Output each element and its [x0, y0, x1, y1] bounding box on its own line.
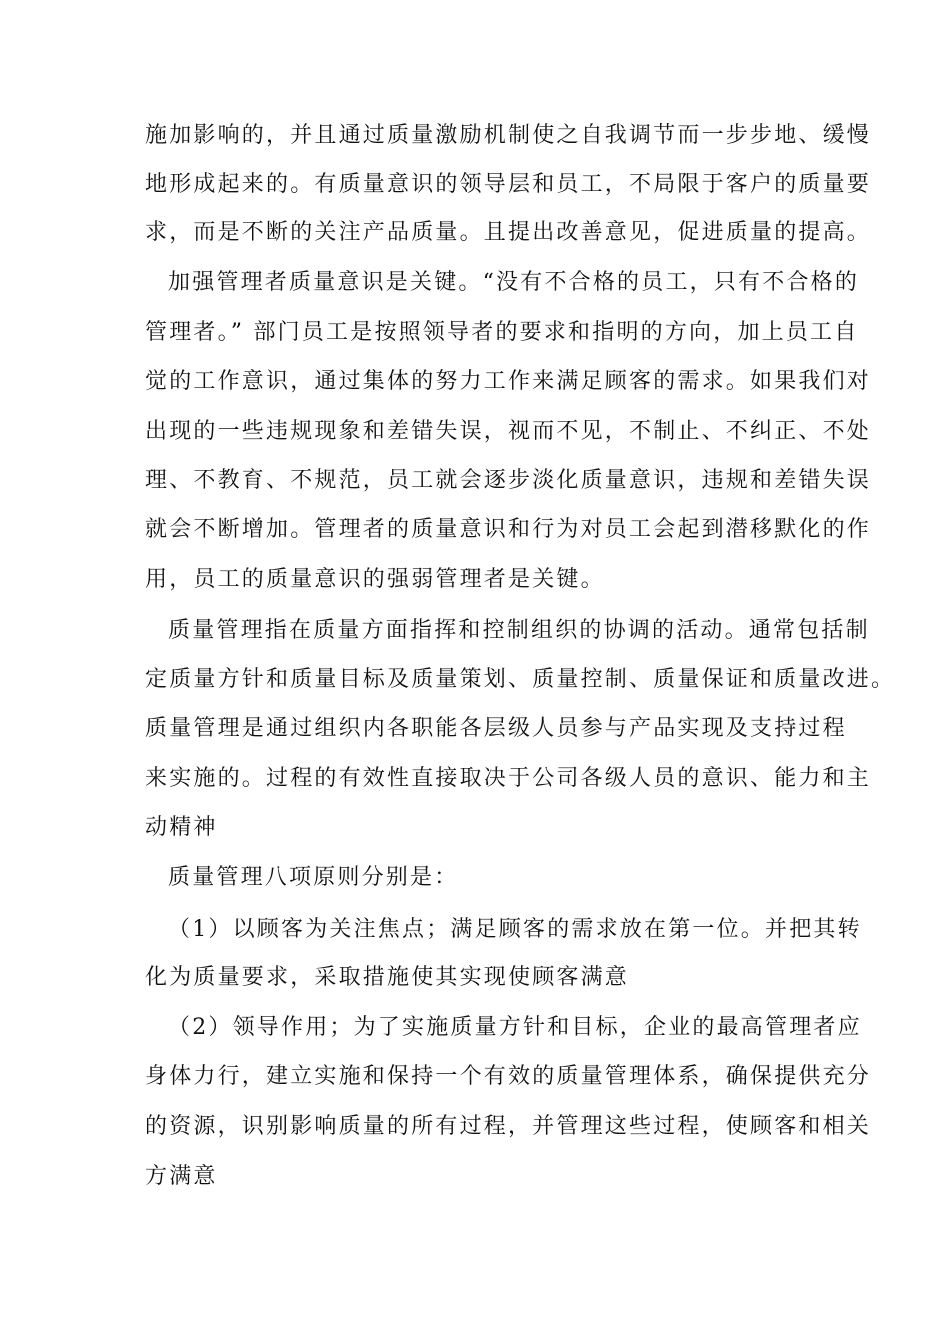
paragraph-2-line-1: 加强管理者质量意识是关键。“没有不合格的员工，只有不合格的	[168, 270, 860, 295]
paragraph-1-line-3: 求，而是不断的关注产品质量。且提出改善意见，促进质量的提高。	[145, 220, 872, 245]
paragraph-1-line-2: 地形成起来的。有质量意识的领导层和员工，不局限于客户的质量要	[145, 172, 872, 197]
paragraph-2-line-4: 出现的一些违规现象和差错失误，视而不见，不制止、不纠正、不处	[145, 419, 872, 444]
paragraph-6-line-2: 身体力行，建立实施和保持一个有效的质量管理体系，确保提供充分	[145, 1064, 872, 1089]
paragraph-3-line-1: 质量管理指在质量方面指挥和控制组织的协调的活动。通常包括制	[168, 618, 870, 643]
paragraph-2-line-6: 就会不断增加。管理者的质量意识和行为对员工会起到潜移默化的作	[145, 517, 872, 542]
paragraph-5-line-1: （1）以顾客为关注焦点；满足顾客的需求放在第一位。并把其转	[168, 917, 862, 942]
paragraph-6-line-3: 的资源，识别影响质量的所有过程，并管理这些过程，使顾客和相关	[145, 1114, 872, 1139]
paragraph-3-line-2: 定质量方针和质量目标及质量策划、质量控制、质量保证和质量改进。	[145, 667, 896, 692]
paragraph-2-line-2: 管理者。” 部门员工是按照领导者的要求和指明的方向，加上员工自	[145, 320, 859, 345]
paragraph-4-line-1: 质量管理八项原则分别是：	[168, 865, 459, 890]
paragraph-3-line-4: 来实施的。过程的有效性直接取决于公司各级人员的意识、能力和主	[145, 766, 872, 791]
paragraph-3-line-5: 动精神	[145, 815, 218, 840]
paragraph-1-line-1: 施加影响的，并且通过质量激励机制使之自我调节而一步步地、缓慢	[145, 123, 872, 148]
paragraph-2-line-7: 用，员工的质量意识的强弱管理者是关键。	[145, 567, 605, 592]
paragraph-6-line-4: 方满意	[145, 1164, 218, 1189]
paragraph-5-line-2: 化为质量要求，采取措施使其实现使顾客满意	[145, 965, 630, 990]
paragraph-3-line-3: 质量管理是通过组织内各职能各层级人员参与产品实现及支持过程	[145, 716, 847, 741]
paragraph-6-line-1: （2）领导作用；为了实施质量方针和目标，企业的最高管理者应	[168, 1015, 862, 1040]
paragraph-2-line-3: 觉的工作意识，通过集体的努力工作来满足顾客的需求。如果我们对	[145, 369, 872, 394]
paragraph-2-line-5: 理、不教育、不规范，员工就会逐步淡化质量意识，违规和差错失误	[145, 468, 872, 493]
